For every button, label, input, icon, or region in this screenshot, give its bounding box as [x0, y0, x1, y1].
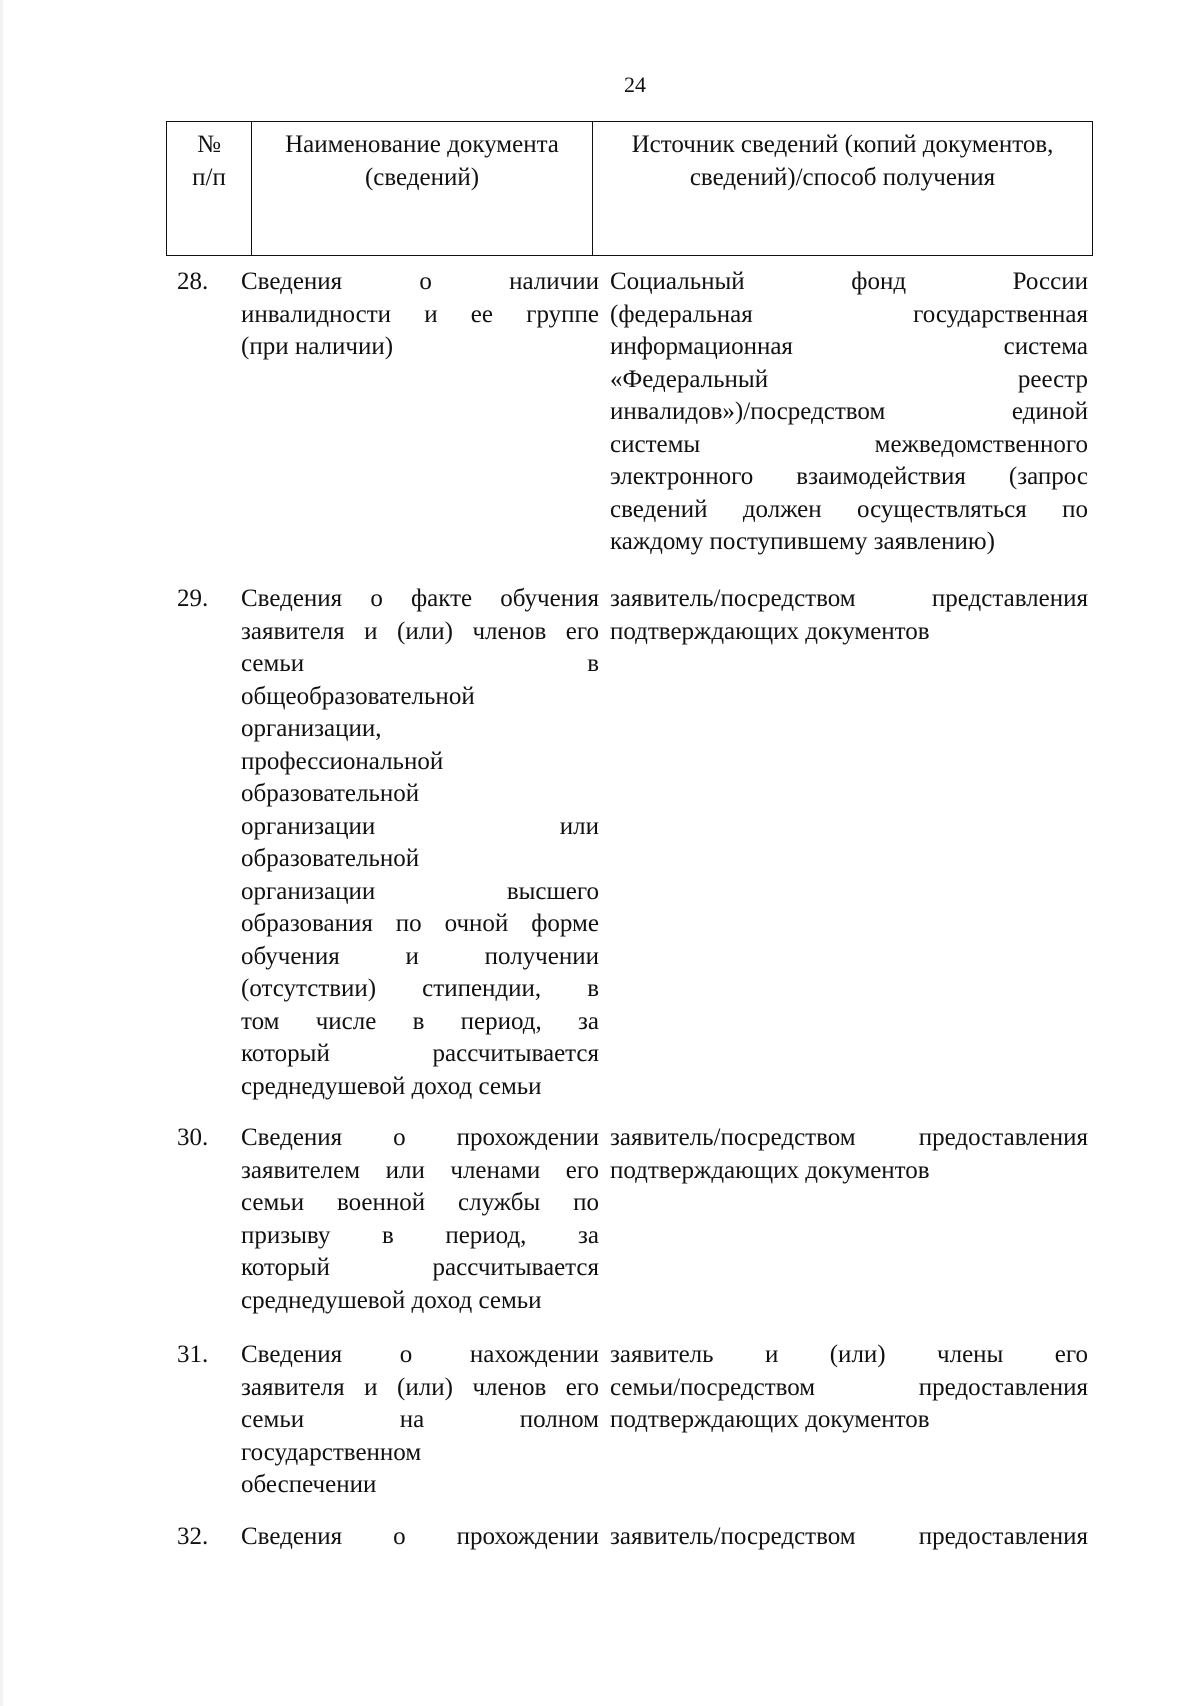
word: форме: [531, 910, 599, 937]
word: за: [578, 1221, 599, 1249]
word: профессиональной: [241, 747, 444, 775]
text-line: [610, 1339, 1088, 1372]
word: числе: [315, 1007, 377, 1035]
word: или: [385, 1156, 425, 1184]
word: единой: [1011, 398, 1088, 425]
word: фонд: [851, 268, 907, 295]
text-line: [610, 494, 1088, 527]
word: и: [424, 300, 438, 328]
word: среднедушевой доход семьи: [241, 1072, 542, 1100]
text-line: [241, 1339, 599, 1372]
word: Сведения: [241, 585, 343, 612]
text-line: [241, 778, 599, 811]
word: «Федеральный: [610, 365, 769, 393]
word: (или): [397, 617, 453, 645]
text-line: [610, 1404, 1088, 1437]
word: образования: [241, 910, 373, 937]
word: получении: [484, 942, 599, 970]
word: (или): [829, 1341, 886, 1368]
text-line: [241, 616, 599, 649]
row-number: 28.: [177, 268, 209, 295]
word: рассчитывается: [432, 1040, 599, 1067]
word: прохождении: [456, 1523, 599, 1550]
word: призыву: [241, 1221, 331, 1249]
word: обеспечении: [241, 1471, 377, 1498]
word: обучения: [500, 585, 599, 612]
word: государственном: [241, 1438, 422, 1466]
word: каждому поступившему заявлению): [610, 528, 995, 555]
word: должен: [742, 495, 822, 523]
word: организации: [241, 812, 376, 840]
word: системы: [610, 430, 701, 458]
text-line: [241, 266, 599, 299]
word: заявителя: [241, 617, 345, 645]
word: предоставления: [918, 1373, 1088, 1401]
word: электронного: [610, 463, 754, 490]
text-line: [241, 1469, 599, 1502]
word: в: [587, 650, 599, 677]
word: сведений: [610, 495, 708, 523]
row-source: [610, 1122, 1088, 1187]
word: Сведения: [241, 1124, 343, 1151]
row-number: 29.: [177, 585, 209, 612]
word: предоставления: [918, 1523, 1088, 1550]
text-line: [241, 648, 599, 681]
text-line: [241, 1372, 599, 1405]
text-line: [241, 331, 599, 364]
word: государственная: [913, 300, 1088, 328]
word: период,: [460, 1007, 542, 1035]
word: семьи: [241, 1406, 305, 1433]
word: предоставления: [918, 1124, 1088, 1151]
word: в: [381, 1221, 394, 1249]
header-col-number: № п/п: [167, 122, 252, 255]
table-header: [166, 121, 1093, 256]
word: очной: [444, 910, 509, 937]
word: члены: [937, 1341, 1004, 1368]
word: инвалидов»)/посредством: [610, 398, 886, 425]
text-line: [241, 1285, 599, 1318]
word: образовательной: [241, 845, 420, 872]
text-line: [241, 811, 599, 844]
text-line: [610, 616, 1088, 649]
text-line: [241, 1071, 599, 1104]
word: ее: [470, 300, 493, 328]
word: (запрос: [1008, 463, 1088, 490]
word: обучения: [241, 942, 340, 970]
word: его: [565, 617, 599, 645]
word: Социальный: [610, 268, 745, 295]
text-line: [241, 583, 599, 616]
word: среднедушевой доход семьи: [241, 1286, 542, 1314]
word: организации: [241, 877, 376, 905]
text-line: [241, 843, 599, 876]
word: военной: [336, 1189, 426, 1216]
word: заявитель/посредством: [610, 1523, 856, 1550]
word: стипендии,: [422, 975, 542, 1002]
word: его: [1054, 1341, 1088, 1368]
text-line: [610, 331, 1088, 364]
word: образовательной: [241, 780, 420, 807]
text-line: [610, 364, 1088, 397]
word: членов: [472, 1373, 547, 1401]
word: подтверждающих документов: [610, 617, 930, 645]
row-number: 32.: [177, 1523, 209, 1550]
word: членами: [450, 1156, 541, 1184]
word: (или): [397, 1373, 453, 1401]
word: Сведения: [241, 1341, 343, 1368]
text-line: [241, 1404, 599, 1437]
word: заявитель: [610, 1341, 714, 1368]
word: который: [241, 1254, 330, 1281]
word: семьи: [241, 650, 305, 677]
header-col-document-name: Наименование документа (сведений): [252, 122, 593, 255]
word: семьи/посредством: [610, 1373, 816, 1401]
word: полном: [519, 1406, 599, 1433]
word: и: [364, 617, 378, 645]
word: прохождении: [456, 1124, 599, 1151]
text-line: [241, 681, 599, 714]
word: высшего: [506, 877, 599, 905]
word: том: [241, 1007, 280, 1035]
word: подтверждающих документов: [610, 1406, 930, 1433]
text-line: [610, 461, 1088, 494]
row-source: [610, 583, 1088, 648]
text-line: [241, 1155, 599, 1188]
word: и: [364, 1373, 378, 1401]
row-number: 31.: [177, 1341, 209, 1368]
text-line: [610, 1155, 1088, 1188]
word: который: [241, 1040, 330, 1067]
word: его: [565, 1156, 599, 1184]
word: членов: [472, 617, 547, 645]
text-line: [241, 1220, 599, 1253]
word: система: [1003, 333, 1088, 360]
text-line: [610, 583, 1088, 616]
text-line: [241, 1252, 599, 1285]
row-source: [610, 1521, 1088, 1554]
text-line: [241, 1187, 599, 1220]
text-line: [610, 266, 1088, 299]
text-line: [241, 299, 599, 332]
word: или: [559, 812, 599, 840]
word: факте: [410, 585, 473, 612]
text-line: [610, 1521, 1088, 1554]
text-line: [241, 713, 599, 746]
text-line: [241, 1122, 599, 1155]
row-source: [610, 266, 1088, 559]
word: подтверждающих документов: [610, 1156, 930, 1184]
row-document-name: [241, 266, 599, 364]
word: рассчитывается: [432, 1254, 599, 1281]
word: в: [587, 975, 599, 1002]
word: информационная: [610, 333, 793, 360]
word: инвалидности: [241, 300, 392, 328]
word: по: [573, 1189, 599, 1216]
scan-edge: [0, 0, 3, 1706]
word: заявителем: [241, 1156, 361, 1184]
word: о: [419, 268, 432, 295]
text-line: [241, 1006, 599, 1039]
word: его: [565, 1373, 599, 1401]
text-line: [241, 876, 599, 909]
header-col-source: Источник сведений (копий документов, сведений)/способ получения: [631, 131, 1054, 191]
word: период,: [445, 1221, 527, 1249]
word: межведомственного: [874, 430, 1088, 458]
word: заявитель/посредством: [610, 585, 856, 612]
text-line: [610, 396, 1088, 429]
page-number: 24: [624, 72, 646, 97]
word: заявитель/посредством: [610, 1124, 856, 1151]
word: о: [399, 1341, 413, 1368]
word: нахождении: [469, 1341, 599, 1368]
text-line: [241, 1038, 599, 1071]
text-line: [241, 746, 599, 779]
word: (отсутствии): [241, 975, 377, 1002]
word: осуществляться: [856, 495, 1027, 523]
row-source: [610, 1339, 1088, 1437]
word: общеобразовательной: [241, 682, 475, 710]
word: группе: [526, 300, 599, 328]
word: о: [393, 1124, 406, 1151]
word: представления: [931, 585, 1088, 612]
row-document-name: [241, 1122, 599, 1317]
row-number: 30.: [177, 1124, 209, 1151]
word: семьи: [241, 1189, 305, 1216]
word: о: [393, 1523, 406, 1550]
text-line: [241, 908, 599, 941]
word: по: [1062, 495, 1088, 523]
word: на: [399, 1406, 425, 1433]
text-line: [610, 1372, 1088, 1405]
row-document-name: [241, 1521, 599, 1554]
word: Сведения: [241, 268, 343, 295]
word: службы: [458, 1189, 541, 1216]
row-document-name: [241, 583, 599, 1103]
text-line: [241, 1521, 599, 1554]
row-document-name: [241, 1339, 599, 1502]
word: Сведения: [241, 1523, 343, 1550]
word: по: [395, 910, 422, 937]
text-line: [610, 429, 1088, 462]
text-line: [610, 299, 1088, 332]
text-line: [241, 941, 599, 974]
text-line: [241, 1437, 599, 1470]
word: (при наличии): [241, 333, 394, 360]
word: взаимодействия: [796, 463, 966, 490]
text-line: [610, 1122, 1088, 1155]
word: в: [412, 1007, 425, 1035]
word: реестр: [1017, 365, 1088, 393]
word: заявителя: [241, 1373, 345, 1401]
word: за: [578, 1007, 599, 1035]
word: о: [370, 585, 383, 612]
word: России: [1012, 268, 1088, 295]
word: и: [764, 1341, 779, 1368]
text-line: [610, 526, 1088, 559]
word: наличии: [509, 268, 599, 295]
word: и: [405, 942, 419, 970]
word: организации,: [241, 715, 382, 742]
word: (федеральная: [610, 300, 753, 328]
text-line: [241, 973, 599, 1006]
